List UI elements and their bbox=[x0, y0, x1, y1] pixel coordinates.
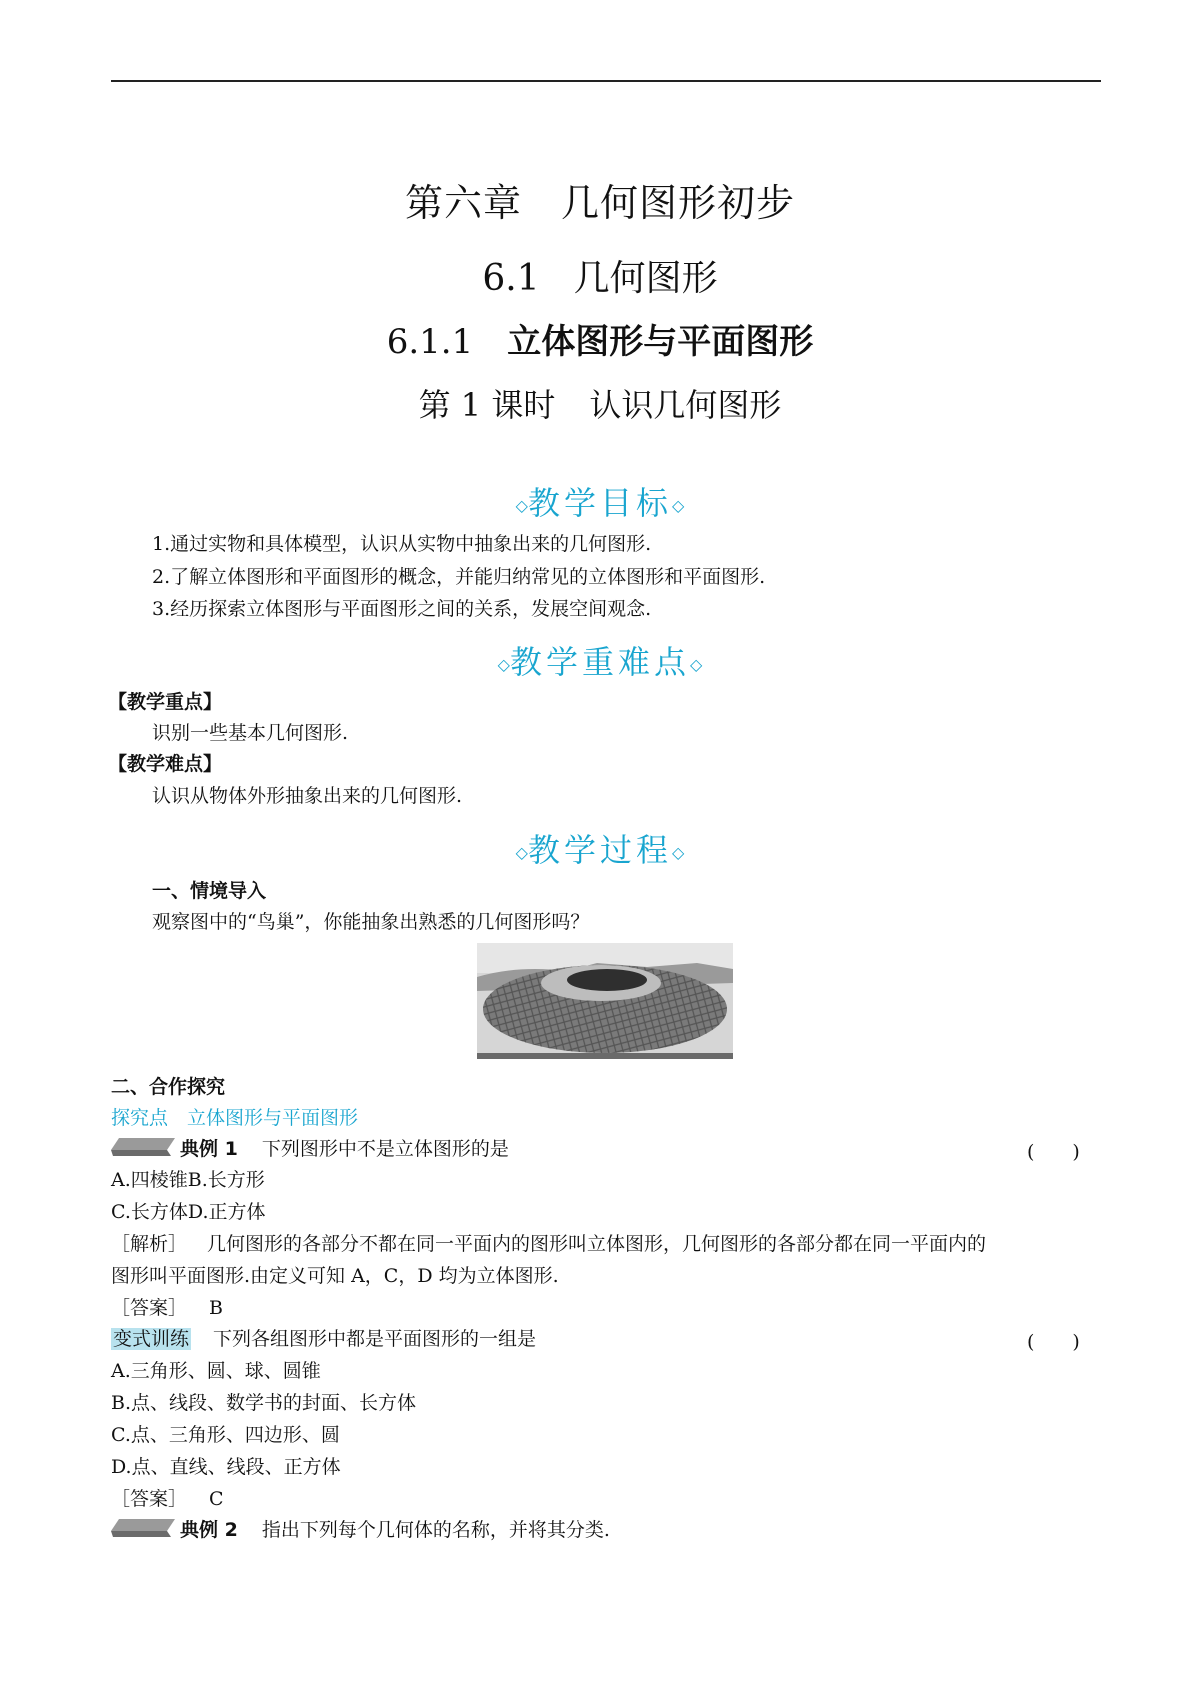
answer-blank: ( ) bbox=[1027, 1141, 1080, 1163]
example2-line bbox=[180, 1518, 610, 1542]
diamond-icon: ◇ bbox=[690, 655, 703, 674]
diamond-icon: ◇ bbox=[497, 655, 510, 674]
birds-nest-photo bbox=[477, 943, 733, 1059]
example1-analysis-cont: 图形叫平面图形.由定义可知 A，C，D 均为立体图形. bbox=[111, 1265, 559, 1287]
lesson-title bbox=[0, 380, 1200, 426]
part2-heading: 二、合作探究 bbox=[111, 1076, 226, 1098]
objective-1: 1.通过实物和具体模型，认识从实物中抽象出来的几何图形. bbox=[152, 533, 652, 555]
part1-text: 观察图中的“鸟巢”，你能抽象出熟悉的几何图形吗？ bbox=[152, 911, 590, 933]
variant-option-a: A.三角形、圆、球、圆锥 bbox=[111, 1360, 321, 1382]
section-number: 6.1 bbox=[482, 258, 540, 299]
subsection-title bbox=[0, 314, 1200, 363]
key-point-label: 【教学重点】 bbox=[108, 691, 223, 713]
variant-answer bbox=[111, 1487, 224, 1511]
analysis-text: 几何图形的各部分不都在同一平面内的图形叫立体图形，几何图形的各部分都在同一平面内的 bbox=[207, 1233, 987, 1255]
example2-question: 指出下列每个几何体的名称，并将其分类. bbox=[261, 1519, 610, 1541]
diamond-icon: ◇ bbox=[515, 843, 528, 862]
banner-process bbox=[0, 825, 1200, 871]
objective-3: 3.经历探索立体图形与平面图形之间的关系，发展空间观念. bbox=[152, 598, 652, 620]
example1-analysis bbox=[111, 1232, 986, 1256]
variant-option-d: D.点、直线、线段、正方体 bbox=[111, 1456, 341, 1478]
difficult-point-text: 认识从物体外形抽象出来的几何图形. bbox=[152, 785, 463, 807]
difficult-point-label: 【教学难点】 bbox=[108, 753, 223, 775]
answer-value: C bbox=[209, 1488, 224, 1510]
variant-line bbox=[111, 1327, 536, 1351]
lesson-number: 第 1 课时 bbox=[418, 386, 556, 424]
chapter-title: 第六章 几何图形初步 bbox=[404, 181, 795, 225]
diamond-icon: ◇ bbox=[672, 496, 685, 515]
diamond-icon: ◇ bbox=[672, 843, 685, 862]
example1-option-2: C.长方体D.正方体 bbox=[111, 1201, 266, 1223]
diamond-icon: ◇ bbox=[515, 496, 528, 515]
variant-option-b: B.点、线段、数学书的封面、长方体 bbox=[111, 1392, 417, 1414]
example2-label: 典例 2 bbox=[180, 1519, 238, 1541]
subsection-name: 立体图形与平面图形 bbox=[507, 322, 814, 362]
example1-label: 典例 1 bbox=[180, 1138, 238, 1160]
variant-question: 下列各组图形中都是平面图形的一组是 bbox=[213, 1328, 537, 1350]
part1-heading: 一、情境导入 bbox=[152, 880, 267, 902]
explore-point: 探究点 立体图形与平面图形 bbox=[111, 1107, 359, 1129]
answer-blank: ( ) bbox=[1027, 1331, 1080, 1353]
key-point-text: 识别一些基本几何图形. bbox=[152, 722, 349, 744]
lesson-name: 认识几何图形 bbox=[589, 386, 782, 424]
example-tab-icon bbox=[111, 1517, 175, 1539]
subsection-number: 6.1.1 bbox=[386, 322, 474, 362]
example1-option-1: A.四棱锥B.长方形 bbox=[111, 1169, 265, 1191]
section-name: 几何图形 bbox=[573, 258, 718, 299]
variant-option-c: C.点、三角形、四边形、圆 bbox=[111, 1424, 340, 1446]
example1-answer bbox=[111, 1296, 223, 1320]
banner-objectives-text: 教学目标 bbox=[527, 484, 672, 522]
example1-question: 下列图形中不是立体图形的是 bbox=[261, 1138, 509, 1160]
example1-line bbox=[180, 1137, 509, 1161]
answer-value: B bbox=[209, 1297, 223, 1319]
banner-objectives bbox=[0, 478, 1200, 524]
example-tab-icon bbox=[111, 1136, 175, 1158]
header-rule bbox=[111, 80, 1101, 82]
banner-key-points-text: 教学重难点 bbox=[509, 643, 690, 681]
banner-process-text: 教学过程 bbox=[527, 831, 672, 869]
analysis-label: ［解析］ bbox=[111, 1233, 188, 1255]
banner-key-points bbox=[0, 637, 1200, 683]
answer-label: ［答案］ bbox=[111, 1488, 188, 1510]
section-title bbox=[0, 250, 1200, 301]
objective-2: 2.了解立体图形和平面图形的概念，并能归纳常见的立体图形和平面图形. bbox=[152, 566, 766, 588]
answer-label: ［答案］ bbox=[111, 1297, 188, 1319]
variant-label: 变式训练 bbox=[113, 1328, 190, 1350]
